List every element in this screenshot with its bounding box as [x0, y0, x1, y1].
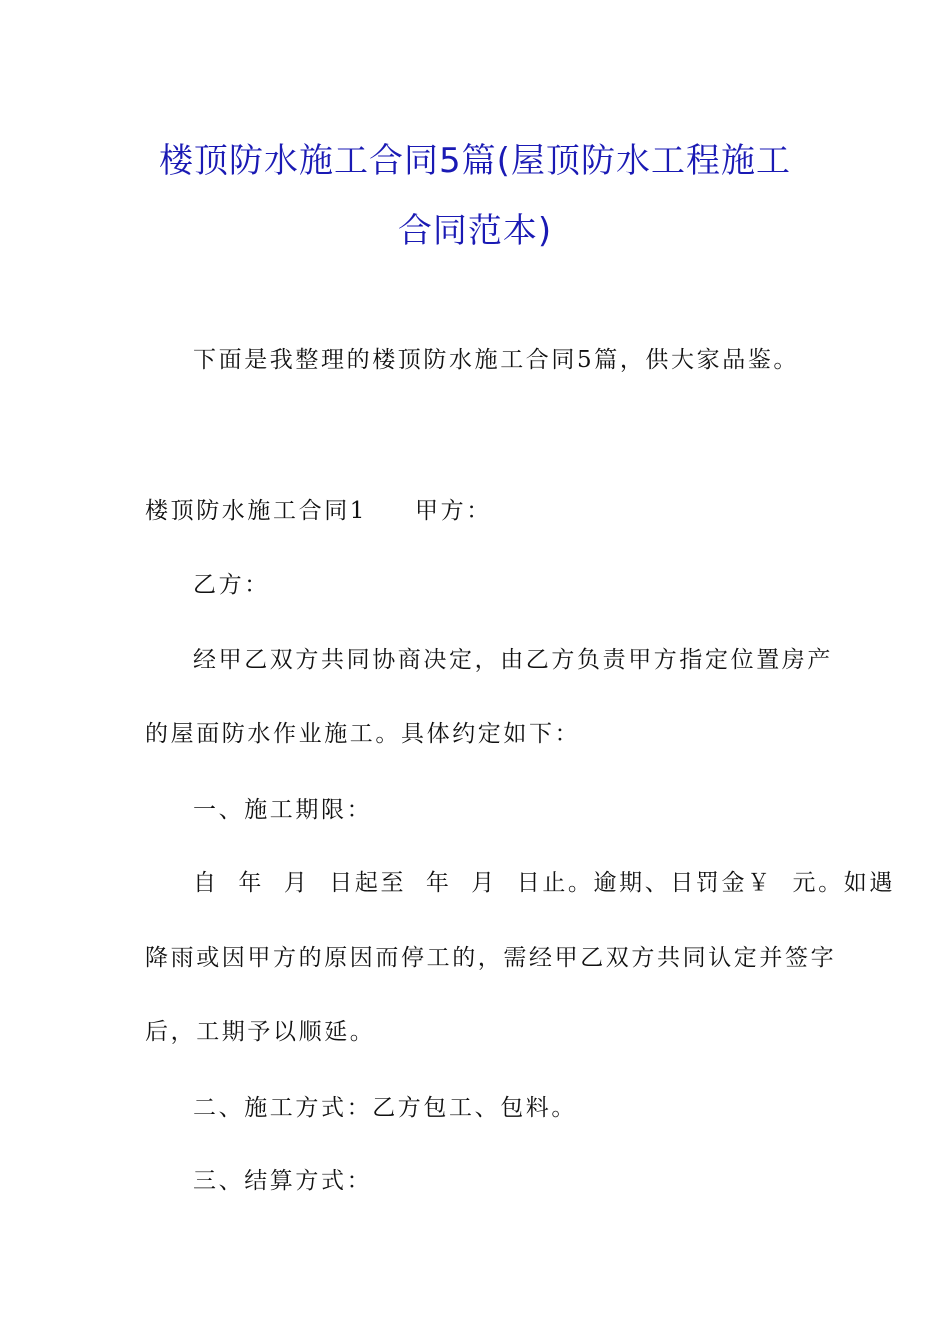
section-1-line-3: 后，工期予以顺延。 [145, 1019, 376, 1045]
section-1-line-1: 自 年 月 日起至 年 月 日止。逾期、日罚金￥ 元。如遇 [193, 870, 895, 896]
paragraph-1-line-2: 的屋面防水作业施工。具体约定如下： [145, 721, 581, 747]
section-1-heading: 一、施工期限： [193, 797, 373, 823]
section-3-heading: 三、结算方式： [193, 1168, 373, 1194]
document-title-line-1: 楼顶防水施工合同5篇(屋顶防水工程施工 [159, 141, 791, 181]
intro-paragraph: 下面是我整理的楼顶防水施工合同5篇，供大家品鉴。 [193, 347, 800, 373]
document-title-line-2: 合同范本) [397, 211, 553, 251]
section-1-line-2: 降雨或因甲方的原因而停工的，需经甲乙双方共同认定并签字 [145, 945, 837, 971]
section-2: 二、施工方式：乙方包工、包料。 [193, 1095, 577, 1121]
paragraph-1-line-1: 经甲乙双方共同协商决定，由乙方负责甲方指定位置房产 [193, 647, 833, 673]
contract-heading-row [145, 496, 492, 526]
party-a-label: 甲方： [415, 498, 492, 524]
party-b-label: 乙方： [193, 572, 270, 598]
contract-heading: 楼顶防水施工合同1 [145, 498, 368, 524]
